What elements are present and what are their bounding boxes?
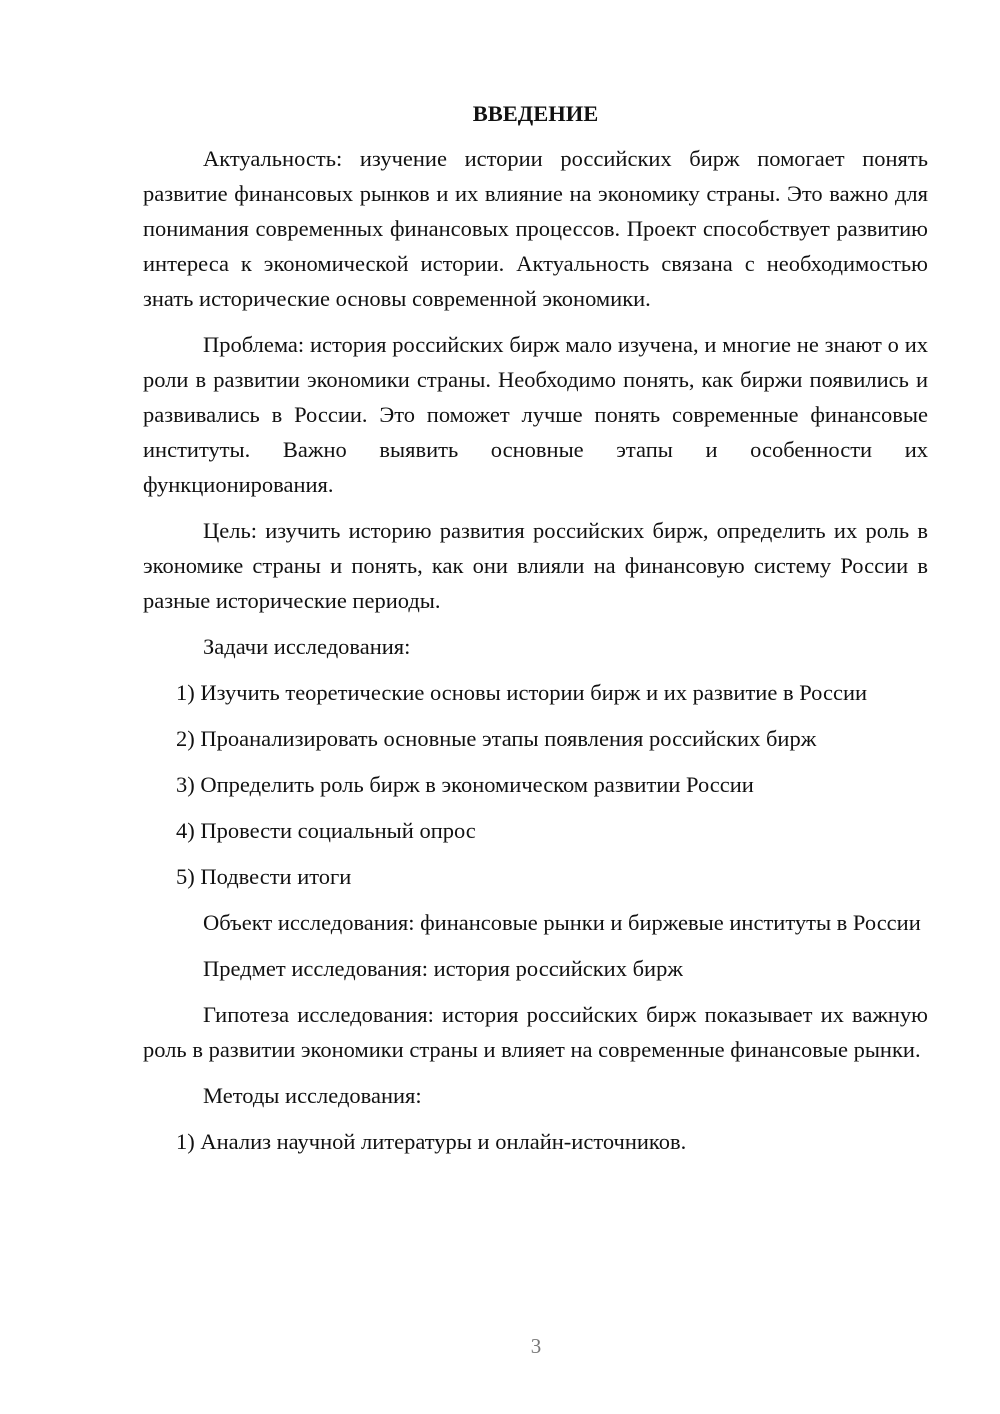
task-item-5: 5) Подвести итоги: [176, 864, 352, 889]
methods-title: Методы исследования:: [203, 1083, 422, 1108]
tasks-title: Задачи исследования:: [203, 634, 411, 659]
task-item-3: 3) Определить роль бирж в экономическом развитии России: [176, 772, 754, 797]
method-item-1: 1) Анализ научной литературы и онлайн-источников.: [176, 1129, 687, 1154]
subject-paragraph: Предмет исследования: история российских бирж: [203, 956, 683, 981]
task-item-2: 2) Проанализировать основные этапы появления российских бирж: [176, 726, 817, 751]
goal-paragraph: Цель: изучить историю развития российских бирж, определить их роль в экономике страны и понять, как они влияли на финансовую систему России в разные исторические периоды.: [143, 518, 928, 613]
page-body: [143, 96, 928, 1170]
problem-paragraph: Проблема: история российских бирж мало изучена, и многие не знают о их роли в развитии экономики страны. Необходимо понять, как биржи появились и развивались в России. Это поможет лучше понять современные финансовые институты. Важно выявить основные этапы и особенности их функционирования.: [143, 332, 928, 497]
task-item-4: 4) Провести социальный опрос: [176, 818, 476, 843]
object-paragraph: Объект исследования: финансовые рынки и биржевые институты в России: [203, 910, 921, 935]
hypothesis-paragraph: Гипотеза исследования: история российских бирж показывает их важную роль в развитии экономики страны и влияет на современные финансовые рынки.: [143, 1002, 928, 1062]
page-number: 3: [530, 1334, 542, 1358]
relevance-paragraph: Актуальность: изучение истории российских бирж помогает понять развитие финансовых рынков и их влияние на экономику страны. Это важно для понимания современных финансовых процессов. Проект способствует развитию интереса к экономической истории. Актуальность связана с необходимостью знать исторические основы современной экономики.: [143, 146, 928, 311]
task-item-1: 1) Изучить теоретические основы истории бирж и их развитие в России: [176, 680, 868, 705]
section-heading: ВВЕДЕНИЕ: [472, 101, 599, 126]
